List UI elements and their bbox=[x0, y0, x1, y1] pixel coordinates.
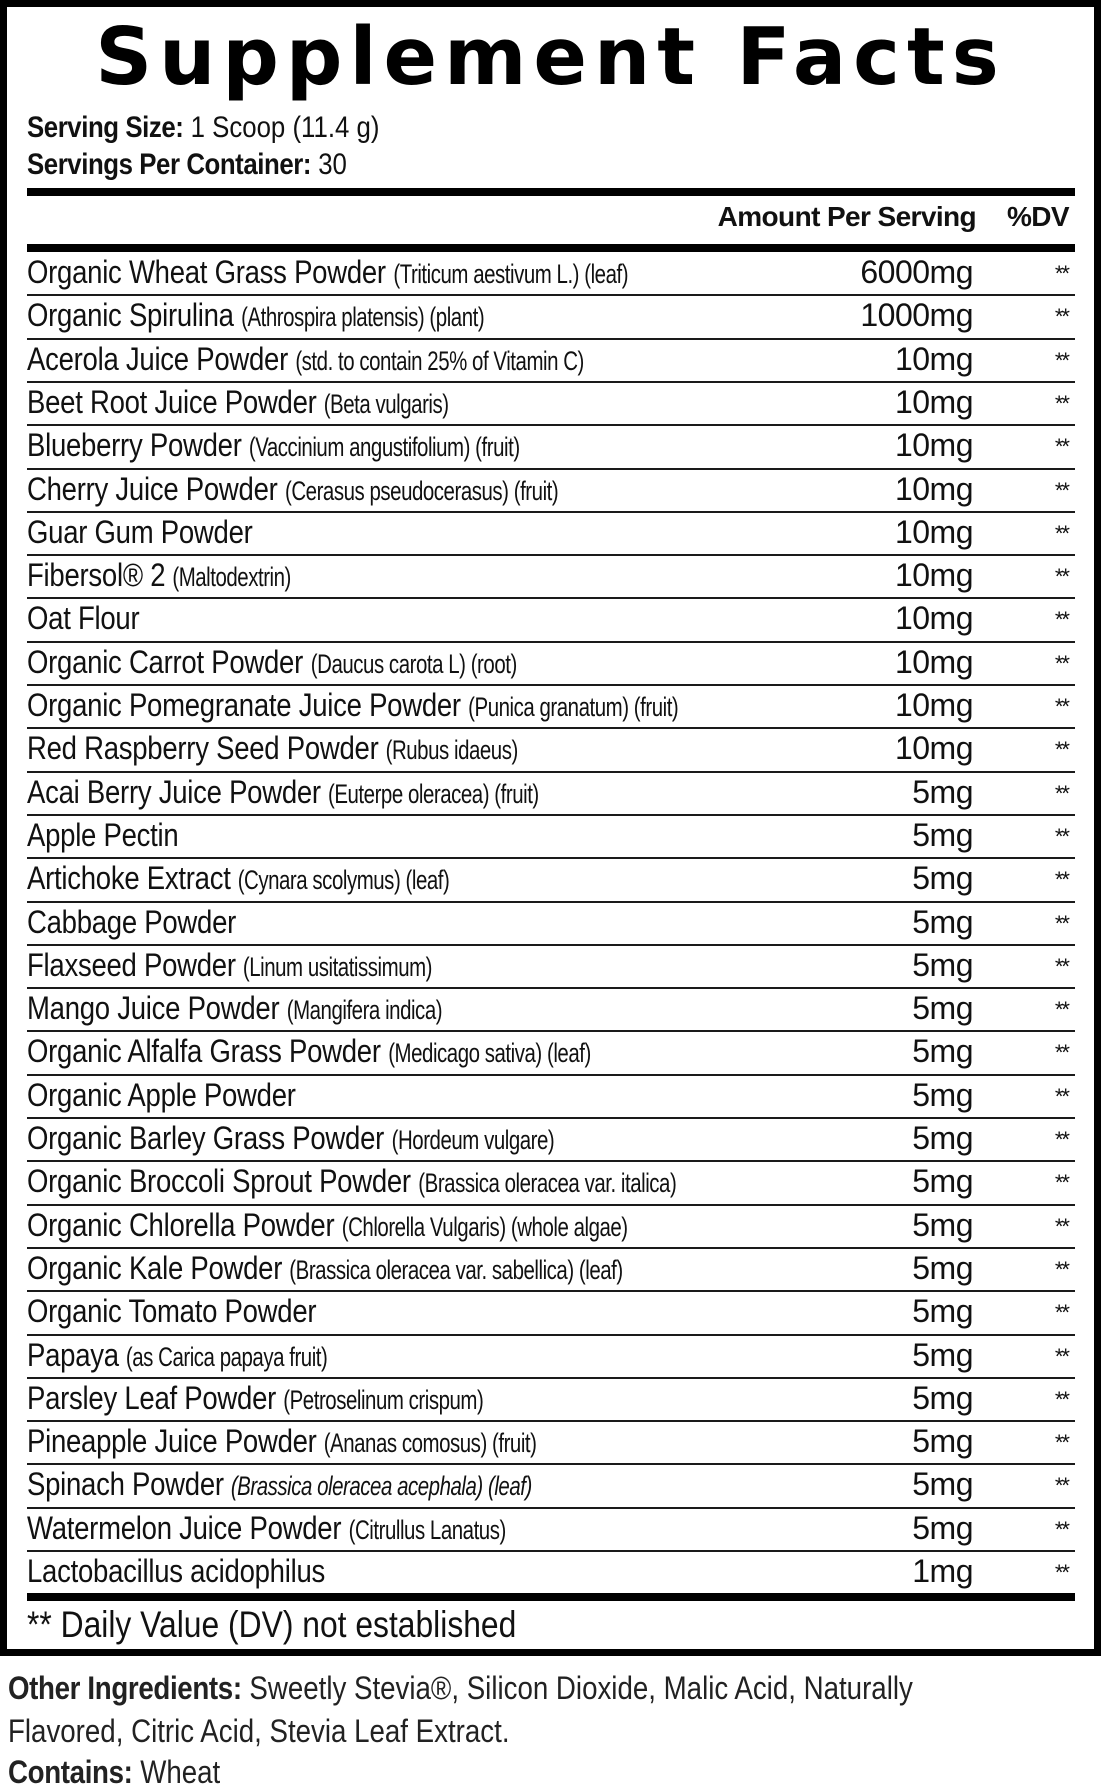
ingredient-name: Apple Pectin bbox=[27, 817, 179, 853]
ingredient-amount: 10mg bbox=[894, 427, 973, 463]
ingredient-amount: 10mg bbox=[894, 384, 973, 420]
ingredient-dv: ** bbox=[1054, 1127, 1068, 1152]
ingredient-row bbox=[0, 381, 1101, 424]
ingredient-dv: ** bbox=[1054, 1473, 1068, 1498]
ingredient-dv: ** bbox=[1054, 1040, 1068, 1065]
ingredient-row bbox=[0, 944, 1101, 987]
ingredient-name-cell bbox=[27, 902, 236, 942]
ingredient-row bbox=[0, 1160, 1101, 1203]
ingredient-dv: ** bbox=[1054, 1214, 1068, 1239]
ingredient-name: Organic Kale Powder bbox=[27, 1250, 283, 1286]
serving-size-label: Serving Size: bbox=[27, 111, 184, 144]
ingredient-source-detail: (Vaccinium angustifolium) (fruit) bbox=[249, 432, 520, 462]
ingredient-source-detail: (Brassica oleracea var. italica) bbox=[418, 1168, 677, 1198]
ingredient-name-cell bbox=[27, 1335, 355, 1377]
ingredient-name: Spinach Powder bbox=[27, 1466, 224, 1502]
ingredient-dv: ** bbox=[1054, 694, 1068, 719]
ingredient-name: Organic Apple Powder bbox=[27, 1077, 296, 1113]
panel-title: Supplement Facts bbox=[95, 11, 1006, 103]
ingredient-dv: ** bbox=[1054, 651, 1068, 676]
ingredient-name-cell bbox=[27, 252, 660, 294]
serving-size bbox=[27, 111, 379, 145]
ingredient-amount: 10mg bbox=[894, 730, 973, 766]
ingredient-name: Acai Berry Juice Powder bbox=[27, 774, 321, 810]
ingredient-dv: ** bbox=[1054, 1257, 1068, 1282]
ingredient-dv: ** bbox=[1054, 824, 1068, 849]
ingredient-dv: ** bbox=[1054, 607, 1068, 632]
contains-statement bbox=[8, 1752, 220, 1792]
ingredient-amount: 10mg bbox=[894, 600, 973, 636]
ingredient-source-detail: (Medicago sativa) (leaf) bbox=[388, 1038, 591, 1068]
ingredient-row bbox=[0, 597, 1101, 640]
ingredient-name-cell bbox=[27, 1551, 325, 1591]
ingredient-dv: ** bbox=[1054, 564, 1068, 589]
ingredient-name-cell bbox=[27, 685, 707, 727]
ingredient-dv: ** bbox=[1054, 434, 1068, 459]
contains-label: Contains: bbox=[8, 1754, 133, 1790]
ingredient-amount: 5mg bbox=[912, 904, 973, 940]
ingredient-amount: 5mg bbox=[912, 817, 973, 853]
ingredient-row bbox=[0, 554, 1101, 597]
ingredient-name-cell bbox=[27, 1161, 711, 1203]
ingredient-source-detail: (Mangifera indica) bbox=[286, 995, 443, 1025]
ingredient-name: Oat Flour bbox=[27, 600, 140, 636]
ingredient-source-detail: (Citrullus Lanatus) bbox=[348, 1515, 506, 1545]
ingredient-name-cell bbox=[27, 1031, 618, 1073]
ingredient-name: Fibersol® 2 bbox=[27, 557, 166, 593]
ingredient-row bbox=[0, 814, 1101, 857]
ingredient-source-detail: (std. to contain 25% of Vitamin C) bbox=[295, 346, 584, 376]
ingredient-row bbox=[0, 1030, 1101, 1073]
ingredient-amount: 5mg bbox=[912, 1337, 973, 1373]
ingredient-row bbox=[0, 1334, 1101, 1377]
ingredient-name-cell bbox=[27, 772, 568, 814]
serving-size-value: 1 Scoop (11.4 g) bbox=[183, 111, 380, 144]
ingredient-source-detail: (Rubus idaeus) bbox=[385, 735, 519, 765]
ingredient-row bbox=[0, 857, 1101, 900]
ingredient-row bbox=[0, 987, 1101, 1030]
ingredient-name-cell bbox=[27, 555, 307, 597]
ingredient-name: Organic Spirulina bbox=[27, 297, 234, 333]
ingredient-amount: 10mg bbox=[894, 471, 973, 507]
ingredient-amount: 10mg bbox=[894, 557, 973, 593]
ingredient-row bbox=[0, 1463, 1101, 1506]
ingredient-row bbox=[0, 1290, 1101, 1333]
ingredient-name: Cabbage Powder bbox=[27, 904, 237, 940]
ingredient-name: Lactobacillus acidophilus bbox=[27, 1553, 326, 1589]
ingredient-row bbox=[0, 294, 1101, 337]
ingredient-dv: ** bbox=[1054, 478, 1068, 503]
ingredient-name: Organic Alfalfa Grass Powder bbox=[27, 1033, 381, 1069]
ingredient-row bbox=[0, 1204, 1101, 1247]
other-ingredients-label: Other Ingredients: bbox=[8, 1670, 242, 1706]
ingredient-source-detail: (Athrospira platensis) (plant) bbox=[241, 302, 485, 332]
ingredient-name: Organic Carrot Powder bbox=[27, 644, 304, 680]
ingredient-source-detail: (Cerasus pseudocerasus) (fruit) bbox=[284, 476, 559, 506]
thick-divider bbox=[27, 1593, 1075, 1601]
ingredient-dv: ** bbox=[1054, 911, 1068, 936]
ingredient-amount: 5mg bbox=[912, 1250, 973, 1286]
ingredient-amount: 5mg bbox=[912, 1120, 973, 1156]
ingredient-row bbox=[0, 1377, 1101, 1420]
ingredient-dv: ** bbox=[1054, 997, 1068, 1022]
ingredient-amount: 5mg bbox=[912, 774, 973, 810]
ingredient-name: Red Raspberry Seed Powder bbox=[27, 730, 379, 766]
ingredient-amount: 6000mg bbox=[860, 254, 973, 290]
ingredient-name-cell bbox=[27, 295, 517, 337]
ingredient-source-detail: (Maltodextrin) bbox=[172, 562, 292, 592]
contains-value: Wheat bbox=[132, 1754, 221, 1790]
ingredient-source-detail: (Beta vulgaris) bbox=[323, 389, 449, 419]
ingredient-dv: ** bbox=[1054, 391, 1068, 416]
ingredient-name-cell bbox=[27, 1205, 667, 1247]
ingredient-dv: ** bbox=[1054, 304, 1068, 329]
ingredient-row bbox=[0, 1420, 1101, 1463]
ingredient-source-detail: (Euterpe oleracea) (fruit) bbox=[328, 779, 540, 809]
ingredient-amount: 5mg bbox=[912, 1033, 973, 1069]
ingredient-amount: 10mg bbox=[894, 687, 973, 723]
ingredient-source-detail: (Brassica oleracea var. sabellica) (leaf) bbox=[289, 1255, 623, 1285]
ingredient-amount: 1mg bbox=[912, 1553, 973, 1589]
ingredient-name-cell bbox=[27, 598, 139, 638]
ingredient-name: Beet Root Juice Powder bbox=[27, 384, 317, 420]
ingredient-row bbox=[0, 468, 1101, 511]
other-ingredients-line2: Flavored, Citric Acid, Stevia Leaf Extract. bbox=[8, 1713, 510, 1749]
ingredient-name-cell bbox=[27, 988, 463, 1030]
servings-per-container-label: Servings Per Container: bbox=[27, 148, 312, 181]
amount-per-serving-header: Amount Per Serving bbox=[717, 201, 976, 232]
other-ingredients-text: Sweetly Stevia®, Silicon Dioxide, Malic Acid, Naturally bbox=[241, 1670, 913, 1706]
ingredient-dv: ** bbox=[1054, 867, 1068, 892]
ingredient-dv: ** bbox=[1054, 261, 1068, 286]
ingredient-name: Mango Juice Powder bbox=[27, 990, 280, 1026]
ingredient-dv: ** bbox=[1054, 1084, 1068, 1109]
ingredient-name: Watermelon Juice Powder bbox=[27, 1510, 342, 1546]
ingredient-source-detail: (Petroselinum crispum) bbox=[283, 1385, 484, 1415]
ingredient-row bbox=[0, 424, 1101, 467]
ingredient-name-cell bbox=[27, 469, 595, 511]
ingredient-name-cell bbox=[27, 1421, 566, 1463]
ingredient-amount: 10mg bbox=[894, 514, 973, 550]
ingredient-row bbox=[0, 251, 1101, 294]
ingredient-name-cell bbox=[27, 1075, 296, 1115]
servings-per-container-value: 30 bbox=[311, 148, 347, 181]
ingredient-name: Organic Tomato Powder bbox=[27, 1293, 317, 1329]
ingredient-amount: 5mg bbox=[912, 1293, 973, 1329]
ingredient-name: Papaya bbox=[27, 1337, 119, 1373]
ingredient-amount: 5mg bbox=[912, 1077, 973, 1113]
ingredient-source-detail: (Hordeum vulgare) bbox=[391, 1125, 555, 1155]
ingredient-name-cell bbox=[27, 339, 623, 381]
ingredient-name-cell bbox=[27, 382, 466, 424]
ingredient-dv: ** bbox=[1054, 1170, 1068, 1195]
ingredient-amount: 10mg bbox=[894, 341, 973, 377]
thick-divider bbox=[27, 188, 1075, 196]
ingredient-name-cell bbox=[27, 815, 178, 855]
ingredient-name: Cherry Juice Powder bbox=[27, 471, 278, 507]
ingredient-amount: 5mg bbox=[912, 1510, 973, 1546]
ingredient-amount: 5mg bbox=[912, 860, 973, 896]
ingredient-source-detail: (Cynara scolymus) (leaf) bbox=[238, 865, 450, 895]
ingredient-name: Acerola Juice Powder bbox=[27, 341, 289, 377]
ingredient-amount: 5mg bbox=[912, 1423, 973, 1459]
ingredient-row bbox=[0, 338, 1101, 381]
ingredient-row bbox=[0, 684, 1101, 727]
ingredient-dv: ** bbox=[1054, 1344, 1068, 1369]
ingredient-name: Organic Barley Grass Powder bbox=[27, 1120, 385, 1156]
ingredient-name-cell bbox=[27, 1464, 573, 1506]
ingredient-amount: 1000mg bbox=[860, 297, 973, 333]
ingredient-name-cell bbox=[27, 858, 479, 900]
ingredient-name: Blueberry Powder bbox=[27, 427, 242, 463]
ingredient-source-detail: (Brassica oleracea acephala) (leaf) bbox=[231, 1471, 533, 1501]
ingredient-name-cell bbox=[27, 945, 458, 987]
dv-header: %DV bbox=[1007, 201, 1069, 232]
ingredient-row bbox=[0, 901, 1101, 944]
ingredient-row bbox=[0, 511, 1101, 554]
ingredient-name: Flaxseed Powder bbox=[27, 947, 236, 983]
ingredient-row bbox=[0, 771, 1101, 814]
ingredient-dv: ** bbox=[1054, 1560, 1068, 1585]
ingredient-amount: 5mg bbox=[912, 1207, 973, 1243]
ingredient-dv: ** bbox=[1054, 1430, 1068, 1455]
ingredient-dv: ** bbox=[1054, 348, 1068, 373]
ingredient-source-detail: (Ananas comosus) (fruit) bbox=[323, 1428, 537, 1458]
ingredient-dv: ** bbox=[1054, 737, 1068, 762]
ingredient-source-detail: (as Carica papaya fruit) bbox=[126, 1342, 328, 1372]
ingredient-name-cell bbox=[27, 425, 557, 467]
ingredient-row bbox=[0, 1550, 1101, 1593]
ingredient-amount: 5mg bbox=[912, 1466, 973, 1502]
ingredient-name-cell bbox=[27, 728, 536, 770]
ingredient-dv: ** bbox=[1054, 1517, 1068, 1542]
ingredient-dv: ** bbox=[1054, 781, 1068, 806]
ingredient-name: Organic Broccoli Sprout Powder bbox=[27, 1163, 411, 1199]
ingredient-name: Parsley Leaf Powder bbox=[27, 1380, 277, 1416]
ingredient-source-detail: (Chlorella Vulgaris) (whole algae) bbox=[341, 1212, 628, 1242]
ingredient-name-cell bbox=[27, 1118, 576, 1160]
ingredient-name-cell bbox=[27, 642, 544, 684]
ingredient-dv: ** bbox=[1054, 1387, 1068, 1412]
ingredient-dv: ** bbox=[1054, 1300, 1068, 1325]
ingredient-row bbox=[0, 1507, 1101, 1550]
ingredient-name-cell bbox=[27, 1291, 316, 1331]
ingredient-amount: 5mg bbox=[912, 990, 973, 1026]
ingredient-amount: 5mg bbox=[912, 1163, 973, 1199]
ingredient-name-cell bbox=[27, 1248, 668, 1290]
ingredient-name: Organic Wheat Grass Powder bbox=[27, 254, 386, 290]
ingredient-source-detail: (Linum usitatissimum) bbox=[243, 952, 433, 982]
ingredient-name-cell bbox=[27, 1508, 527, 1550]
ingredient-row bbox=[0, 1074, 1101, 1117]
ingredient-row bbox=[0, 727, 1101, 770]
ingredient-name: Organic Pomegranate Juice Powder bbox=[27, 687, 461, 723]
ingredient-name: Guar Gum Powder bbox=[27, 514, 253, 550]
ingredient-amount: 5mg bbox=[912, 1380, 973, 1416]
ingredient-dv: ** bbox=[1054, 954, 1068, 979]
ingredient-name: Pineapple Juice Powder bbox=[27, 1423, 317, 1459]
ingredient-amount: 5mg bbox=[912, 947, 973, 983]
ingredient-row bbox=[0, 1117, 1101, 1160]
ingredient-name: Artichoke Extract bbox=[27, 860, 231, 896]
dv-footnote: ** Daily Value (DV) not established bbox=[27, 1604, 517, 1645]
ingredient-name-cell bbox=[27, 512, 253, 552]
ingredient-amount: 10mg bbox=[894, 644, 973, 680]
ingredient-source-detail: (Daucus carota L) (root) bbox=[310, 649, 517, 679]
ingredient-name: Organic Chlorella Powder bbox=[27, 1207, 335, 1243]
other-ingredients-line1 bbox=[8, 1668, 913, 1708]
ingredient-dv: ** bbox=[1054, 521, 1068, 546]
ingredient-source-detail: (Triticum aestivum L.) (leaf) bbox=[393, 259, 628, 289]
ingredient-row bbox=[0, 641, 1101, 684]
ingredient-source-detail: (Punica granatum) (fruit) bbox=[468, 692, 679, 722]
ingredient-name-cell bbox=[27, 1378, 511, 1420]
ingredient-row bbox=[0, 1247, 1101, 1290]
servings-per-container bbox=[27, 148, 347, 182]
